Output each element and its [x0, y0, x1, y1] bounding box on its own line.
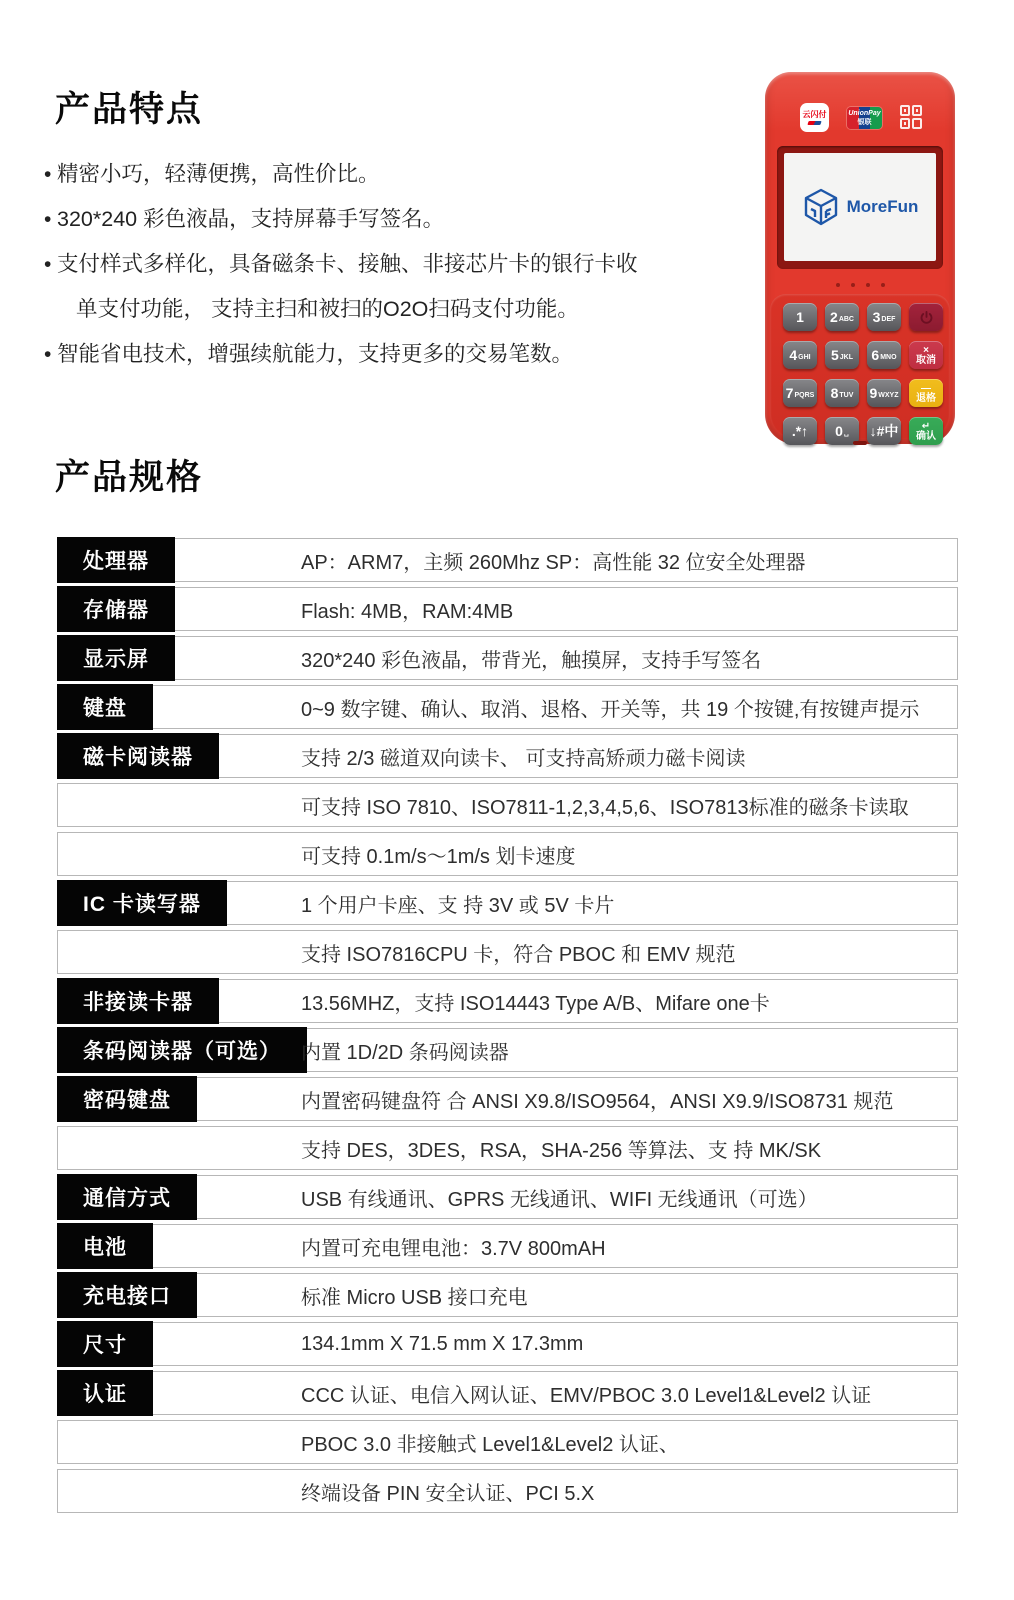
- unionpay-icon: [847, 107, 882, 129]
- feature-text: 320*240 彩色液晶，支持屏幕手写签名。: [57, 207, 445, 231]
- unionpay-cn-label: 银联: [857, 119, 872, 126]
- spec-value: CCC 认证、电信入网认证、EMV/PBOC 3.0 Level1&Level2 认证: [301, 1384, 872, 1407]
- spec-label: 非接读卡器: [57, 978, 219, 1024]
- spec-row: [57, 1126, 958, 1170]
- spec-value: 可支持 ISO 7810、ISO7811-1,2,3,4,5,6、ISO7813标准的磁条卡读取: [301, 796, 909, 819]
- key-3: 3 DEF: [867, 303, 901, 331]
- key-confirm: ↵ 确认: [909, 417, 943, 445]
- spec-label: 显示屏: [57, 635, 175, 681]
- key-6: 6 MNO: [867, 341, 901, 369]
- spec-label: 存储器: [57, 586, 175, 632]
- spec-value: 支持 ISO7816CPU 卡，符合 PBOC 和 EMV 规范: [301, 943, 736, 966]
- spec-row: [57, 734, 958, 778]
- spec-value: USB 有线通讯、GPRS 无线通讯、WIFI 无线通讯（可选）: [301, 1188, 818, 1211]
- spec-row: [57, 685, 958, 729]
- spec-row: [57, 1420, 958, 1464]
- spec-label: 尺寸: [57, 1321, 153, 1367]
- spec-row: [57, 1371, 958, 1415]
- features-list: [44, 152, 734, 377]
- feature-text: 支付样式多样化，具备磁条卡、接触、非接芯片卡的银行卡收 单支付功能， 支持主扫和被扫的O2O扫码支付功能。: [57, 252, 638, 321]
- spec-label: 电池: [57, 1223, 153, 1269]
- spec-row: [57, 832, 958, 876]
- spec-row: [57, 538, 958, 582]
- bullet-icon: •: [44, 343, 52, 366]
- bullet-icon: •: [44, 163, 52, 186]
- spec-value: 终端设备 PIN 安全认证、PCI 5.X: [301, 1482, 595, 1505]
- cloud-quickpass-label: 云闪付: [802, 109, 827, 119]
- spec-row: [57, 636, 958, 680]
- spec-label: 键盘: [57, 684, 153, 730]
- spec-value: 可支持 0.1m/s～1m/s 划卡速度: [301, 845, 576, 868]
- spec-row: [57, 1028, 958, 1072]
- spec-value: 134.1mm X 71.5 mm X 17.3mm: [301, 1332, 584, 1355]
- spec-row: [57, 1322, 958, 1366]
- bullet-icon: •: [44, 253, 52, 276]
- key-0: 0 ␣: [825, 417, 859, 445]
- key-2: 2 ABC: [825, 303, 859, 331]
- feature-item: [44, 332, 734, 377]
- bullet-icon: •: [44, 208, 52, 231]
- spec-value: 320*240 彩色液晶，带背光，触摸屏，支持手写签名: [301, 649, 762, 672]
- spec-row: [57, 1175, 958, 1219]
- device-dots: [765, 283, 955, 287]
- spec-row: [57, 1077, 958, 1121]
- key-4: 4 GHI: [783, 341, 817, 369]
- device-logo-strip: [765, 103, 955, 133]
- device-screen: [784, 153, 936, 261]
- qr-code-icon: [899, 104, 923, 130]
- key-backspace: — 退格: [909, 379, 943, 407]
- key-7: 7 PQRS: [783, 379, 817, 407]
- spec-label: 通信方式: [57, 1174, 197, 1220]
- feature-text: 精密小巧，轻薄便携，高性价比。: [57, 162, 380, 186]
- feature-item: [44, 197, 734, 242]
- spec-value: 0~9 数字键、确认、取消、退格、开关等，共 19 个按键,有按键声提示: [301, 698, 920, 721]
- spec-label: 条码阅读器（可选）: [57, 1027, 307, 1073]
- spec-value: 内置 1D/2D 条码阅读器: [301, 1041, 509, 1064]
- spec-value: 内置密码键盘符 合 ANSI X9.8/ISO9564，ANSI X9.9/ISO8731 规范: [301, 1090, 894, 1113]
- spec-value: 支持 DES，3DES，RSA，SHA-256 等算法、支 持 MK/SK: [301, 1139, 822, 1162]
- spec-value: 内置可充电锂电池：3.7V 800mAH: [301, 1237, 606, 1260]
- feature-text: 智能省电技术，增强续航能力，支持更多的交易笔数。: [57, 342, 574, 366]
- key-cancel: × 取消: [909, 341, 943, 369]
- key-power: [909, 303, 943, 331]
- spec-row: [57, 1273, 958, 1317]
- key-1: 1: [783, 303, 817, 331]
- spec-value: 13.56MHZ，支持 ISO14443 Type A/B、Mifare one卡: [301, 992, 770, 1015]
- spec-value: 支持 2/3 磁道双向读卡、 可支持高矫顽力磁卡阅读: [301, 747, 746, 770]
- key-5: 5 JKL: [825, 341, 859, 369]
- unionpay-en-label: UnionPay: [848, 110, 881, 117]
- spec-value: PBOC 3.0 非接触式 Level1&Level2 认证、: [301, 1433, 679, 1456]
- morefun-cube-logo: [802, 187, 840, 227]
- key-8: 8 TUV: [825, 379, 859, 407]
- feature-item: [44, 152, 734, 197]
- spec-row: [57, 930, 958, 974]
- spec-value: 标准 Micro USB 接口充电: [301, 1286, 528, 1309]
- keypad: [783, 303, 943, 445]
- pos-terminal-image: [765, 72, 955, 444]
- spec-table: [57, 538, 958, 1518]
- spec-row: [57, 881, 958, 925]
- key-hash: ↓#中: [867, 417, 901, 445]
- device-screen-bezel: [777, 146, 943, 269]
- features-title: 产品特点: [55, 90, 204, 129]
- spec-row: [57, 979, 958, 1023]
- brand-name: MoreFun: [846, 197, 919, 216]
- cloud-quickpass-flag: [807, 121, 821, 125]
- spec-row: [57, 587, 958, 631]
- spec-label: IC 卡读写器: [57, 880, 227, 926]
- key-star: .*↑: [783, 417, 817, 445]
- key-9: 9 WXYZ: [867, 379, 901, 407]
- spec-label: 充电接口: [57, 1272, 197, 1318]
- spec-label: 密码键盘: [57, 1076, 197, 1122]
- spec-value: 1 个用户卡座、支 持 3V 或 5V 卡片: [301, 894, 615, 917]
- spec-row: [57, 1469, 958, 1513]
- cloud-quickpass-icon: [800, 103, 829, 132]
- specs-title: 产品规格: [55, 458, 204, 497]
- spec-label: 处理器: [57, 537, 175, 583]
- feature-item: [44, 242, 734, 332]
- spec-label: 磁卡阅读器: [57, 733, 219, 779]
- spec-value: Flash: 4MB，RAM:4MB: [301, 600, 514, 623]
- micro-usb-port: [853, 441, 867, 445]
- spec-row: [57, 1224, 958, 1268]
- spec-value: AP：ARM7，主频 260Mhz SP：高性能 32 位安全处理器: [301, 551, 806, 574]
- spec-label: 认证: [57, 1370, 153, 1416]
- spec-row: [57, 783, 958, 827]
- keypad-panel: [770, 294, 950, 442]
